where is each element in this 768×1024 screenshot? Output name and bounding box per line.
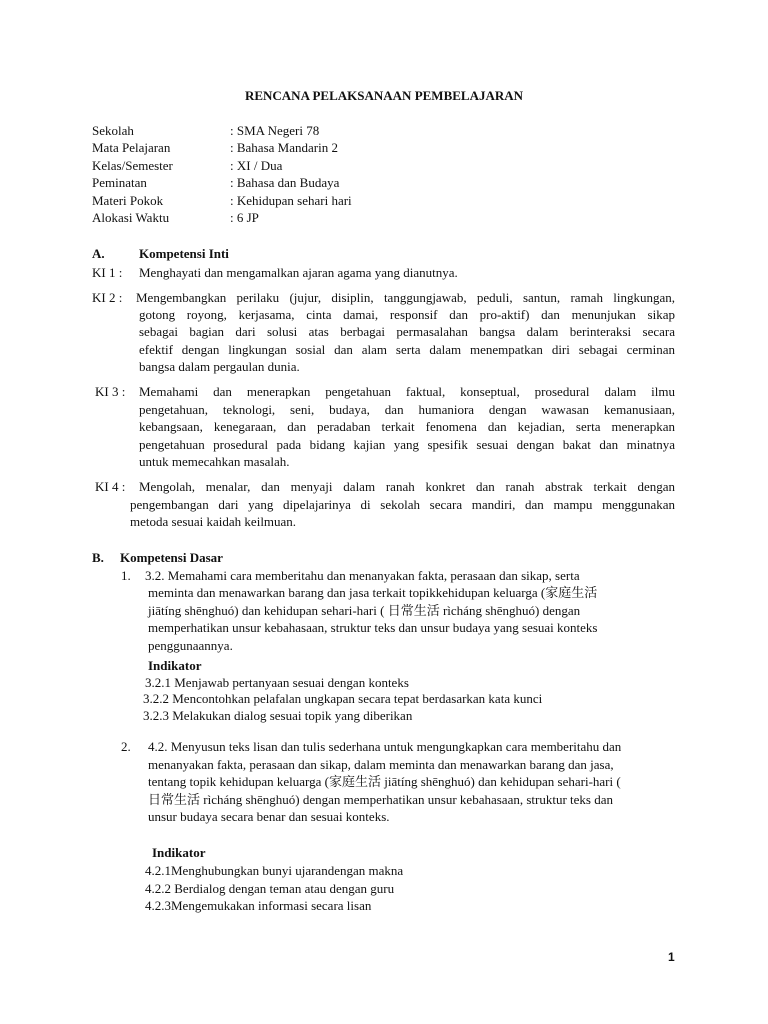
section-heading: Kompetensi Inti xyxy=(139,246,229,261)
ki3-line: untuk memecahkan masalah. xyxy=(139,454,290,469)
indikator-item: 3.2.3 Melakukan dialog sesuai topik yang diberikan xyxy=(143,708,413,723)
identity-value: : XI / Dua xyxy=(230,158,283,173)
identity-value: : Bahasa dan Budaya xyxy=(230,175,340,190)
ki4-line: pengembangan dari yang dipelajarinya di sekolah secara mandiri, dan mampu menggunakan xyxy=(130,497,675,512)
kd-line: jiātíng shēnghuó) dan kehidupan sehari-hari ( 日常生活 rìcháng shēnghuó) dengan xyxy=(148,603,581,618)
indikator-heading: Indikator xyxy=(148,658,202,673)
identity-label: Materi Pokok xyxy=(92,193,164,208)
ki2-line: efektif dengan lingkungan sosial dan alam serta dalam menempatkan diri sebagai cerminan xyxy=(139,342,675,357)
ki3-line: kebangsaan, kenegaraan, dan peradaban terkait fenomena dan kejadian, serta menerapkan xyxy=(139,419,675,434)
identity-label: Mata Pelajaran xyxy=(92,140,171,155)
identity-label: Alokasi Waktu xyxy=(92,210,170,225)
kd-line: 3.2. Memahami cara memberitahu dan menanyakan fakta, perasaan dan sikap, serta xyxy=(145,568,580,583)
identity-value: : 6 JP xyxy=(230,210,259,225)
ki3-label: KI 3 : xyxy=(95,384,126,399)
list-number: 2. xyxy=(121,739,131,754)
ki3-line: Memahami dan menerapkan pengetahuan faktual, konseptual, prosedural dalam ilmu xyxy=(139,384,675,399)
list-number: 1. xyxy=(121,568,131,583)
document-title: RENCANA PELAKSANAAN PEMBELAJARAN xyxy=(244,88,524,103)
page-number: 1 xyxy=(668,950,675,964)
kd-line: 日常生活 rìcháng shēnghuó) dengan memperhatikan unsur kebahasaan, struktur teks dan xyxy=(148,792,613,807)
ki3-line: pengetahuan, teknologi, seni, budaya, dan humaniora dengan wawasan kemanusiaan, xyxy=(139,402,675,417)
identity-value: : Kehidupan sehari hari xyxy=(230,193,352,208)
ki2-line: gotong royong, kerjasama, cinta damai, responsif dan pro-aktif) dan menunjukan sikap xyxy=(139,307,675,322)
section-letter: B. xyxy=(92,550,104,565)
kd-line: 4.2. Menyusun teks lisan dan tulis sederhana untuk mengungkapkan cara memberitahu dan xyxy=(148,739,622,754)
section-heading: Kompetensi Dasar xyxy=(120,550,223,565)
ki2-line: bangsa dalam pergaulan dunia. xyxy=(139,359,300,374)
identity-label: Sekolah xyxy=(92,123,134,138)
indikator-item: 4.2.3Mengemukakan informasi secara lisan xyxy=(145,898,372,913)
kd-line: meminta dan menawarkan barang dan jasa terkait topikkehidupan keluarga (家庭生活 xyxy=(148,585,598,600)
indikator-heading: Indikator xyxy=(152,845,206,860)
ki4-line: Mengolah, menalar, dan menyaji dalam ranah konkret dan ranah abstrak terkait dengan xyxy=(139,479,675,494)
ki2-line: sebagai bagian dari solusi atas berbagai permasalahan bangsa dalam berinteraksi secara xyxy=(139,324,675,339)
identity-value: : SMA Negeri 78 xyxy=(230,123,320,138)
kd-line: menanyakan fakta, perasaan dan sikap, dalam meminta dan menawarkan barang dan jasa, xyxy=(148,757,614,772)
kd-line: memperhatikan unsur kebahasaan, struktur teks dan unsur budaya yang sesuai konteks xyxy=(148,620,598,635)
ki1-label: KI 1 : xyxy=(92,265,123,280)
ki3-line: pengetahuan prosedural pada bidang kajian yang spesifik sesuai dengan bakat dan minatnya xyxy=(139,437,675,452)
kd-line: tentang topik kehidupan keluarga (家庭生活 jiātíng shēnghuó) dan kehidupan sehari-hari ( xyxy=(148,774,621,789)
ki2-line: Mengembangkan perilaku (jujur, disiplin, tanggungjawab, peduli, santun, ramah lingkungan, xyxy=(136,290,675,305)
indikator-item: 4.2.1Menghubungkan bunyi ujarandengan makna xyxy=(145,863,404,878)
section-letter: A. xyxy=(92,246,105,261)
ki2-label: KI 2 : xyxy=(92,290,123,305)
indikator-item: 4.2.2 Berdialog dengan teman atau dengan guru xyxy=(145,881,395,896)
ki4-label: KI 4 : xyxy=(95,479,126,494)
ki4-line: metoda sesuai kaidah keilmuan. xyxy=(130,514,297,529)
indikator-item: 3.2.1 Menjawab pertanyaan sesuai dengan konteks xyxy=(145,675,409,690)
identity-label: Kelas/Semester xyxy=(92,158,173,173)
kd-line: penggunaannya. xyxy=(148,638,233,653)
ki1-text: Menghayati dan mengamalkan ajaran agama yang dianutnya. xyxy=(139,265,458,280)
kd-line: unsur budaya secara benar dan sesuai konteks. xyxy=(148,809,390,824)
indikator-item: 3.2.2 Mencontohkan pelafalan ungkapan secara tepat berdasarkan kata kunci xyxy=(143,691,543,706)
identity-label: Peminatan xyxy=(92,175,147,190)
identity-value: : Bahasa Mandarin 2 xyxy=(230,140,338,155)
